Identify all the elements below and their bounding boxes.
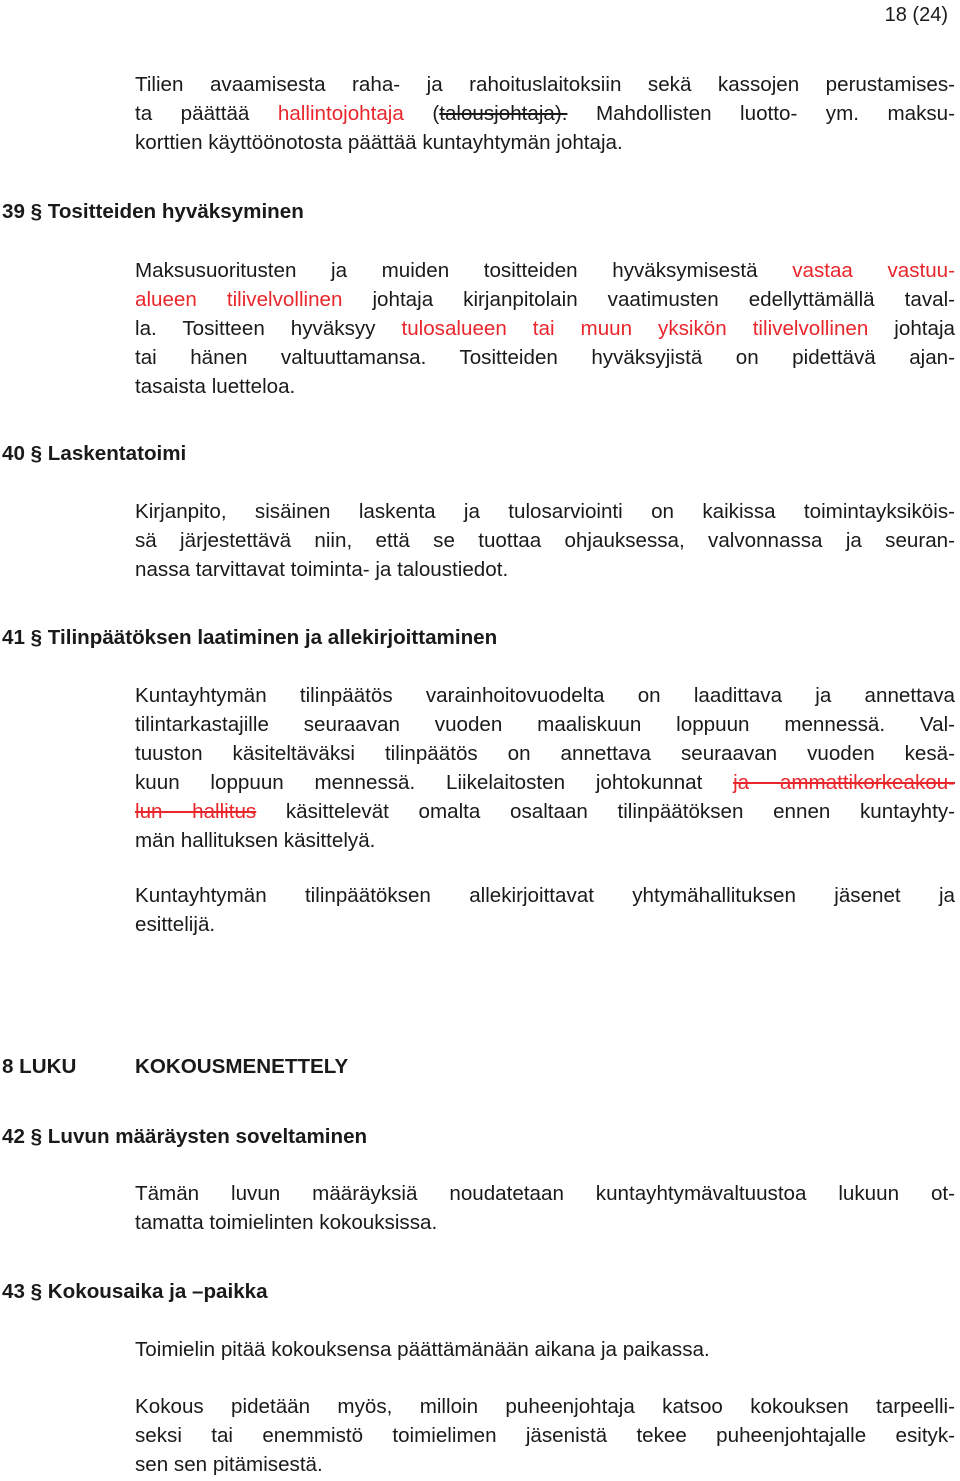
text-line: sen sen pitämisestä. [135,1453,323,1476]
text-span: käsittelevät omalta osaltaan tilinpäätöksen ennen kuntayhty- [256,800,955,823]
section-42-paragraph [135,1179,955,1237]
text-line: tamatta toimielinten kokouksissa. [135,1211,438,1234]
text-line [135,314,955,343]
section-40-heading: 40 § Laskentatoimi [2,442,187,465]
text-span: la. Tositteen hyväksyy [135,317,402,340]
section-41-heading: 41 § Tilinpäätöksen laatiminen ja allekirjoittaminen [2,626,498,649]
text-span: ta päättää [135,102,278,125]
section-40-paragraph [135,497,955,584]
section-43-heading: 43 § Kokousaika ja –paikka [2,1280,268,1303]
text-line: tuuston käsiteltäväksi tilinpäätös on annettava seuraavan vuoden kesä- [135,742,955,765]
opening-paragraph [135,70,955,157]
section-41-paragraph-1 [135,681,955,855]
text-line: Kokous pidetään myös, milloin puheenjohtaja katsoo kokouksen tarpeelli- [135,1395,955,1418]
text-span: kuun loppuun mennessä. Liikelaitosten johtokunnat [135,771,734,794]
text-line [135,768,955,797]
text-line [135,99,955,128]
text-line: Kirjanpito, sisäinen laskenta ja tulosarviointi on kaikissa toimintayksiköis- [135,500,955,523]
text-span: johtaja [868,317,955,340]
text-line [135,256,955,285]
text-line: esittelijä. [135,913,216,936]
text-line: Kuntayhtymän tilinpäätöksen allekirjoittavat yhtymähallituksen jäsenet ja [135,884,955,907]
text-line: tilintarkastajille seuraavan vuoden maaliskuun loppuun mennessä. Val- [135,713,955,736]
section-43-paragraph-1 [135,1335,955,1364]
text-span: Maksusuoritusten ja muiden tositteiden hyväksymisestä [135,259,793,282]
text-line: korttien käyttöönotosta päättää kuntayhtymän johtaja. [135,131,623,154]
section-43-paragraph-2 [135,1392,955,1479]
section-39-paragraph [135,256,955,401]
text-line [135,285,955,314]
text-line: Tämän luvun määräyksiä noudatetaan kuntayhtymävaltuustoa lukuun ot- [135,1182,955,1205]
section-39-heading: 39 § Tositteiden hyväksyminen [2,200,304,223]
text-span: johtaja kirjanpitolain vaatimusten edellyttämällä taval- [342,288,955,311]
deleted-text: talousjohtaja). [439,102,568,125]
text-line [135,70,955,99]
inserted-text: hallintojohtaja [277,102,404,125]
text-line: män hallituksen käsittelyä. [135,829,376,852]
deleted-text: ja ammattikorkeakou- [733,771,956,794]
text-line: sä järjestettävä niin, että se tuottaa ohjauksessa, valvonnassa ja seuran- [135,529,955,552]
deleted-text: lun hallitus [135,800,257,823]
text-span: Tilien avaamisesta raha- ja rahoituslaitoksiin sekä kassojen perustamises- [135,73,955,96]
inserted-text: tulosalueen tai muun yksikön tilivelvollinen [401,317,869,340]
text-line [135,797,955,826]
text-span: ( [403,102,440,125]
inserted-text: alueen tilivelvollinen [135,288,343,311]
text-line: seksi tai enemmistö toimielimen jäsenistä tekee puheenjohtajalle esityk- [135,1424,955,1447]
text-line: Toimielin pitää kokouksensa päättämänään aikana ja paikassa. [135,1338,710,1361]
chapter-number: 8 LUKU [2,1055,77,1078]
page-number: 18 (24) [884,4,948,26]
text-line: tai hänen valtuuttamansa. Tositteiden hyväksyjistä on pidettävä ajan- [135,346,955,369]
text-line: Kuntayhtymän tilinpäätös varainhoitovuodelta on laadittava ja annettava [135,684,955,707]
inserted-text: vastaa vastuu- [792,259,955,282]
chapter-title: KOKOUSMENETTELY [135,1055,349,1078]
text-span: Mahdollisten luotto- ym. maksu- [567,102,955,125]
text-line: tasaista luetteloa. [135,375,296,398]
section-42-heading: 42 § Luvun määräysten soveltaminen [2,1125,368,1148]
text-line: nassa tarvittavat toiminta- ja taloustiedot. [135,558,509,581]
section-41-paragraph-2 [135,881,955,939]
